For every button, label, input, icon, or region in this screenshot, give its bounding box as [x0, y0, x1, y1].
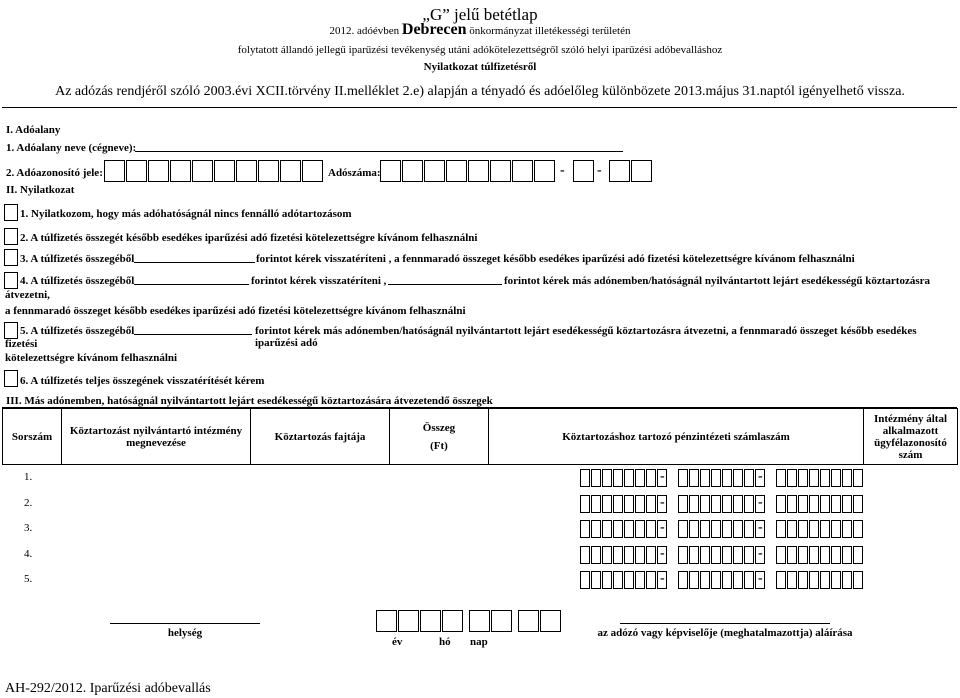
account-digit[interactable] — [831, 546, 841, 564]
account-digit[interactable] — [809, 469, 819, 487]
account-digit[interactable] — [678, 495, 688, 513]
account-number-group[interactable] — [678, 495, 766, 513]
account-digit[interactable] — [711, 469, 721, 487]
year-label: év — [392, 636, 403, 648]
table-row — [0, 522, 960, 542]
account-digit[interactable] — [591, 546, 601, 564]
account-digit[interactable] — [744, 520, 754, 538]
account-number-group[interactable] — [678, 546, 766, 564]
account-digit[interactable] — [831, 469, 841, 487]
account-digit[interactable] — [624, 495, 634, 513]
account-digit[interactable] — [602, 546, 612, 564]
account-dash: - — [758, 545, 763, 561]
account-digit[interactable] — [635, 571, 645, 589]
taxnum-digit[interactable] — [631, 160, 652, 182]
account-digit[interactable] — [809, 546, 819, 564]
header-line1 — [0, 21, 960, 39]
legal-banner: Az adózás rendjéről szóló 2003.évi XCII.törvény II.melléklet 2.e) alapján a tényadó és adóelőleg különbözete 2013.május 31.naptól igényelhető vissza. — [55, 84, 905, 99]
account-digit[interactable] — [700, 571, 710, 589]
item5-amount-field[interactable] — [134, 323, 252, 335]
account-digit[interactable] — [689, 469, 699, 487]
debt-table — [2, 408, 958, 465]
account-digit[interactable] — [787, 520, 797, 538]
account-dash: - — [758, 520, 763, 535]
col-osszeg-label: Összeg — [422, 421, 456, 434]
account-digit[interactable] — [646, 546, 656, 564]
account-digit[interactable] — [787, 495, 797, 513]
month-digit[interactable] — [491, 610, 512, 632]
account-digit[interactable] — [820, 495, 830, 513]
account-digit[interactable] — [733, 546, 743, 564]
checkbox-item1[interactable] — [4, 204, 18, 221]
taxnum-digit[interactable] — [402, 160, 423, 182]
header-line3: Nyilatkozat túlfizetésről — [423, 61, 537, 73]
account-digit[interactable] — [853, 571, 863, 589]
account-digit[interactable] — [624, 546, 634, 564]
taxnum-digit[interactable] — [468, 160, 489, 182]
taxid-digit[interactable] — [104, 160, 125, 182]
taxid-digit[interactable] — [192, 160, 213, 182]
signature-line[interactable] — [620, 623, 830, 624]
item6-text: 6. A túlfizetés teljes összegének visszatérítését kérem — [20, 375, 265, 387]
account-digit[interactable] — [700, 546, 710, 564]
account-digit[interactable] — [809, 495, 819, 513]
col-fajta: Köztartozás fajtája — [251, 409, 390, 465]
account-digit[interactable] — [842, 469, 852, 487]
account-digit[interactable] — [591, 469, 601, 487]
account-digit[interactable] — [787, 571, 797, 589]
year-digit[interactable] — [420, 610, 441, 632]
account-digit[interactable] — [613, 571, 623, 589]
taxid-digit[interactable] — [258, 160, 279, 182]
account-digit[interactable] — [744, 571, 754, 589]
account-dash: - — [758, 494, 763, 510]
taxid-digit[interactable] — [126, 160, 147, 182]
year-digit[interactable] — [442, 610, 463, 632]
row-number: 2. — [24, 496, 33, 509]
account-number-group[interactable] — [580, 520, 668, 538]
item2-text: 2. A túlfizetés összegét később esedékes iparűzési adó fizetési kötelezettségre kívánom felhasználni — [20, 232, 478, 244]
header-city: Debrecen — [401, 21, 467, 38]
row-number: 4. — [24, 547, 33, 560]
account-digit[interactable] — [853, 546, 863, 564]
taxnum-digit[interactable] — [573, 160, 594, 182]
account-digit[interactable] — [853, 520, 863, 538]
account-number-group[interactable] — [776, 495, 864, 513]
table-row — [0, 494, 960, 517]
checkbox-item4[interactable] — [4, 272, 18, 289]
account-digit[interactable] — [635, 546, 645, 564]
account-digit[interactable] — [580, 546, 590, 564]
account-digit[interactable] — [591, 571, 601, 589]
account-digit[interactable] — [678, 571, 688, 589]
account-digit[interactable] — [580, 520, 590, 538]
item4-cont: átvezetni, — [5, 289, 50, 301]
account-digit[interactable] — [591, 495, 601, 513]
account-digit[interactable] — [613, 495, 623, 513]
account-digit[interactable] — [624, 571, 634, 589]
account-digit[interactable] — [646, 520, 656, 538]
col-intezmeny: Köztartozást nyilvántartó intézmény megnevezése — [62, 409, 251, 465]
account-digit[interactable] — [776, 469, 786, 487]
col-szamla: Köztartozáshoz tartozó pénzintézeti számlaszám — [489, 409, 864, 465]
account-digit[interactable] — [646, 571, 656, 589]
form-title: „G” jelű betétlap — [422, 5, 538, 24]
account-dash: - — [660, 469, 665, 484]
account-digit[interactable] — [722, 546, 732, 564]
account-digit[interactable] — [613, 546, 623, 564]
account-digit[interactable] — [798, 495, 808, 513]
account-dash: - — [660, 545, 665, 561]
account-digit[interactable] — [842, 546, 852, 564]
account-digit[interactable] — [624, 520, 634, 538]
account-dash: - — [758, 469, 763, 484]
account-digit[interactable] — [733, 495, 743, 513]
col-sorszam: Sorszám — [3, 409, 62, 465]
item5-text: forintot kérek más adónemben/hatóságnál nyilvántartott lejárt esedékességű köztartozásra átvezetni, a fennmaradó összeget később esedékes iparűzési adó — [255, 325, 917, 349]
account-digit[interactable] — [700, 520, 710, 538]
row-number: 5. — [24, 573, 33, 585]
col-alkalmazott: Intézmény által alkalmazott ügyfélazonosító szám — [864, 409, 958, 465]
account-digit[interactable] — [635, 469, 645, 487]
item4-refund-text: forintot kérek visszatéríteni , — [251, 275, 387, 287]
account-digit[interactable] — [591, 520, 601, 538]
account-digit[interactable] — [831, 495, 841, 513]
taxnum-dash: - — [560, 163, 565, 178]
account-digit[interactable] — [602, 571, 612, 589]
account-digit[interactable] — [798, 469, 808, 487]
account-dash: - — [660, 571, 665, 586]
account-digit[interactable] — [722, 571, 732, 589]
account-digit[interactable] — [613, 520, 623, 538]
account-digit[interactable] — [602, 495, 612, 513]
account-digit[interactable] — [580, 571, 590, 589]
account-digit[interactable] — [733, 520, 743, 538]
account-number-group[interactable] — [580, 571, 668, 589]
account-digit[interactable] — [689, 520, 699, 538]
account-digit[interactable] — [831, 571, 841, 589]
account-dash: - — [660, 520, 665, 535]
account-digit[interactable] — [744, 495, 754, 513]
account-digit[interactable] — [678, 546, 688, 564]
account-digit[interactable] — [776, 520, 786, 538]
item3-amount-field[interactable] — [134, 251, 255, 263]
account-digit[interactable] — [689, 571, 699, 589]
account-digit[interactable] — [689, 495, 699, 513]
day-digit[interactable] — [518, 610, 539, 632]
checkbox-item3[interactable] — [4, 249, 18, 266]
year-digit[interactable] — [376, 610, 397, 632]
account-digit[interactable] — [787, 546, 797, 564]
account-dash: - — [660, 494, 665, 510]
account-digit[interactable] — [678, 469, 688, 487]
taxnum-digit[interactable] — [534, 160, 555, 182]
account-number-group[interactable] — [776, 520, 864, 538]
account-digit[interactable] — [809, 571, 819, 589]
checkbox-item2[interactable] — [4, 228, 18, 245]
account-digit[interactable] — [711, 520, 721, 538]
item5-cont: fizetési — [5, 338, 38, 350]
account-digit[interactable] — [613, 469, 623, 487]
row-number: 3. — [24, 522, 33, 534]
year-digit[interactable] — [398, 610, 419, 632]
section1-heading: I. Adóalany — [6, 124, 61, 136]
month-digit[interactable] — [469, 610, 490, 632]
taxpayer-name-label: 1. Adóalany neve (cégneve): — [6, 142, 137, 154]
account-digit[interactable] — [635, 495, 645, 513]
account-digit[interactable] — [700, 495, 710, 513]
account-dash: - — [758, 571, 763, 586]
account-digit[interactable] — [820, 469, 830, 487]
account-digit[interactable] — [798, 520, 808, 538]
account-number-group[interactable] — [580, 495, 668, 513]
taxnum-boxes[interactable] — [380, 160, 556, 182]
account-number-group[interactable] — [580, 469, 668, 487]
date-boxes[interactable] — [376, 610, 562, 632]
banner-divider — [2, 107, 957, 108]
taxnum-digit[interactable] — [512, 160, 533, 182]
item4-remainder: a fennmaradó összeget később esedékes iparűzési adó fizetési kötelezettségre kívánom felhasználni — [5, 305, 466, 317]
taxnum-county-boxes[interactable] — [609, 160, 653, 182]
account-digit[interactable] — [580, 469, 590, 487]
account-digit[interactable] — [744, 469, 754, 487]
account-number-group[interactable] — [776, 469, 864, 487]
taxid-boxes[interactable] — [104, 160, 324, 182]
table-row — [0, 545, 960, 568]
account-digit[interactable] — [602, 469, 612, 487]
place-line[interactable] — [110, 623, 260, 624]
account-digit[interactable] — [798, 571, 808, 589]
header-year-text: 2012. adóévben — [329, 25, 400, 37]
account-digit[interactable] — [722, 520, 732, 538]
item4-refund-field[interactable] — [134, 273, 249, 285]
account-digit[interactable] — [646, 469, 656, 487]
account-digit[interactable] — [831, 520, 841, 538]
account-digit[interactable] — [842, 571, 852, 589]
item4-label: 4. A túlfizetés összegéből — [20, 275, 135, 287]
account-digit[interactable] — [776, 571, 786, 589]
checkbox-item5[interactable] — [4, 322, 18, 339]
taxnum-vat-box[interactable] — [573, 160, 595, 182]
place-label: helység — [167, 627, 203, 639]
account-digit[interactable] — [820, 546, 830, 564]
account-digit[interactable] — [580, 495, 590, 513]
account-digit[interactable] — [689, 546, 699, 564]
taxid-digit[interactable] — [302, 160, 323, 182]
taxnum-digit[interactable] — [380, 160, 401, 182]
account-digit[interactable] — [711, 495, 721, 513]
section2-heading: II. Nyilatkozat — [6, 184, 75, 196]
item3-label: 3. A túlfizetés összegéből — [20, 253, 135, 265]
table-row — [0, 471, 960, 491]
header-line1-suffix: önkormányzat illetékességi területén — [469, 25, 631, 37]
account-digit[interactable] — [722, 469, 732, 487]
taxid-digit[interactable] — [280, 160, 301, 182]
taxnum-digit[interactable] — [424, 160, 445, 182]
taxid-label: 2. Adóazonosító jele: — [6, 167, 103, 179]
account-digit[interactable] — [798, 546, 808, 564]
item5-cont2: kötelezettségre kívánom felhasználni — [5, 352, 178, 364]
account-digit[interactable] — [602, 520, 612, 538]
taxnum-label: Adószáma: — [328, 167, 381, 179]
item1-text: 1. Nyilatkozom, hogy más adóhatóságnál nincs fennálló adótartozásom — [20, 208, 352, 220]
account-number-group[interactable] — [678, 469, 766, 487]
account-number-group[interactable] — [776, 546, 864, 564]
account-digit[interactable] — [820, 520, 830, 538]
table-row — [0, 573, 960, 593]
account-digit[interactable] — [820, 571, 830, 589]
account-digit[interactable] — [853, 469, 863, 487]
taxpayer-name-field[interactable] — [135, 140, 623, 152]
account-digit[interactable] — [711, 571, 721, 589]
account-digit[interactable] — [624, 469, 634, 487]
account-digit[interactable] — [711, 546, 721, 564]
month-label: hó — [439, 636, 451, 648]
day-digit[interactable] — [540, 610, 561, 632]
account-digit[interactable] — [678, 520, 688, 538]
row-number: 1. — [24, 471, 33, 483]
account-number-group[interactable] — [776, 571, 864, 589]
item3-text: forintot kérek visszatéríteni , a fennmaradó összeget később esedékes iparűzési adó fizetési kötelezettségre kívánom felhasználni — [256, 253, 855, 265]
account-digit[interactable] — [787, 469, 797, 487]
item4-transfer-field[interactable] — [388, 273, 502, 285]
taxnum-digit[interactable] — [490, 160, 511, 182]
taxnum-digit[interactable] — [609, 160, 630, 182]
account-digit[interactable] — [842, 520, 852, 538]
checkbox-item6[interactable] — [4, 370, 18, 387]
item5-label: 5. A túlfizetés összegéből — [20, 325, 135, 337]
account-digit[interactable] — [776, 495, 786, 513]
account-number-group[interactable] — [678, 520, 766, 538]
form-id: AH-292/2012. Iparűzési adóbevallás — [5, 681, 211, 696]
account-number-group[interactable] — [580, 546, 668, 564]
taxid-digit[interactable] — [148, 160, 169, 182]
col-osszeg-unit: (Ft) — [430, 439, 448, 452]
account-digit[interactable] — [646, 495, 656, 513]
account-digit[interactable] — [700, 469, 710, 487]
account-digit[interactable] — [733, 571, 743, 589]
taxid-digit[interactable] — [236, 160, 257, 182]
account-digit[interactable] — [744, 546, 754, 564]
account-digit[interactable] — [733, 469, 743, 487]
item4-transfer-text: forintot kérek más adónemben/hatóságnál nyilvántartott lejárt esedékességű köztartozásra — [504, 275, 931, 287]
taxnum-digit[interactable] — [446, 160, 467, 182]
account-digit[interactable] — [776, 546, 786, 564]
taxid-digit[interactable] — [170, 160, 191, 182]
account-number-group[interactable] — [678, 571, 766, 589]
day-label: nap — [470, 636, 488, 648]
taxnum-dash: - — [597, 163, 602, 178]
header-line2: folytatott állandó jellegű iparűzési tevékenység utáni adókötelezettségről szóló helyi iparűzési adóbevalláshoz — [237, 44, 723, 56]
signature-label: az adózó vagy képviselője (meghatalmazottja) aláírása — [597, 627, 853, 639]
taxid-digit[interactable] — [214, 160, 235, 182]
account-digit[interactable] — [809, 520, 819, 538]
debt-table-header — [3, 409, 958, 465]
account-digit[interactable] — [635, 520, 645, 538]
section3-heading: III. Más adónemben, hatóságnál nyilvántartott lejárt esedékességű köztartozására átvezetendő összegek — [6, 395, 493, 407]
col-osszeg — [390, 409, 489, 465]
account-digit[interactable] — [842, 495, 852, 513]
account-digit[interactable] — [853, 495, 863, 513]
account-digit[interactable] — [722, 495, 732, 513]
